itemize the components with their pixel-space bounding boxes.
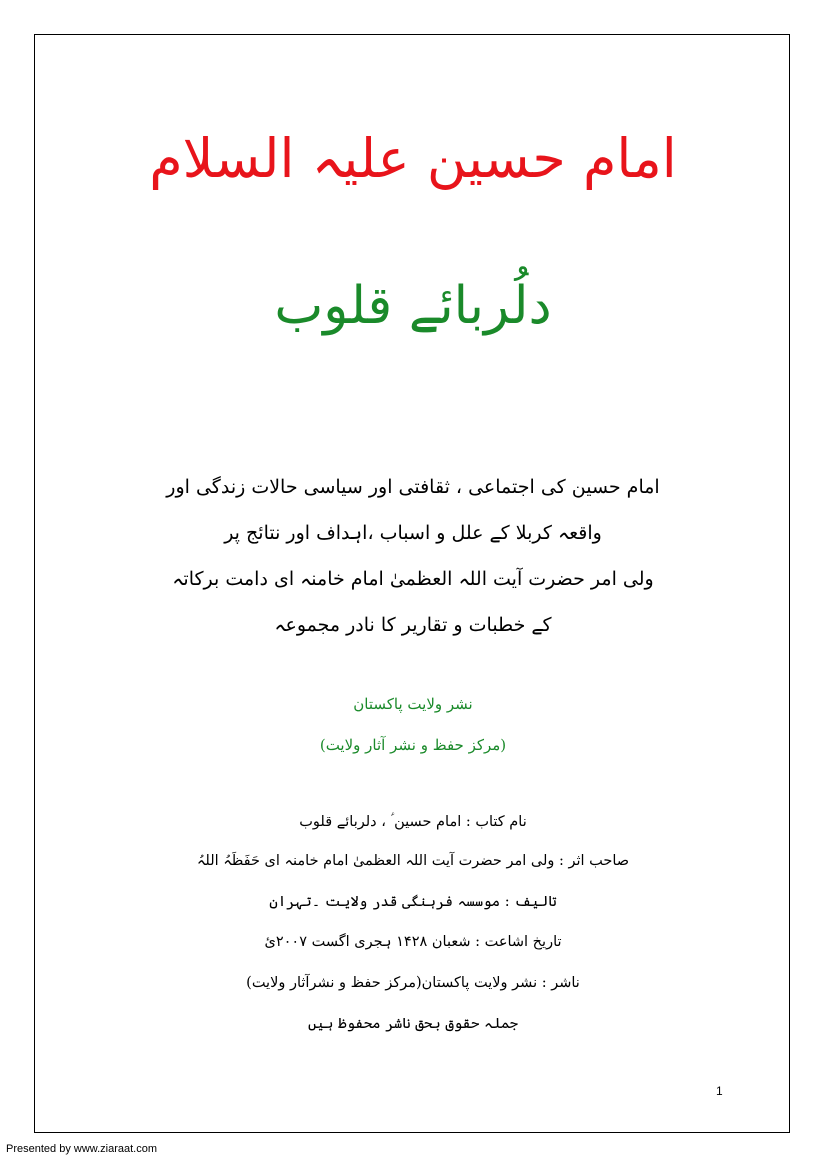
colophon-book-name: نام کتاب : امام حسین ؑ ، دلربائے قلوب	[299, 814, 527, 830]
colophon-publisher: ناشر : نشر ولایت پاکستان(مرکز حفظ و نشرآثار ولایت)	[246, 975, 580, 991]
description-line-3: ولی امر حضرت آیت اللہ العظمیٰ امام خامنہ ای دامت برکاتہ	[172, 568, 654, 590]
description-line-4: کے خطبات و تقاریر کا نادر مجموعہ	[274, 614, 552, 636]
colophon-rights: جملہ حقوق بحق ناشر محفوظ ہیں	[308, 1016, 518, 1032]
page-number: 1	[716, 1084, 723, 1098]
colophon-publish-date: تاریخ اشاعت : شعبان ۱۴۲۸ ہجری اگست ۲۰۰۷ئ	[264, 934, 562, 950]
publisher-subname: (مرکز حفظ و نشر آثار ولایت)	[319, 736, 507, 754]
book-title: امام حسین علیہ السلام	[149, 127, 677, 190]
description-line-2: واقعہ کربلا کے علل و اسباب ،اہداف اور نتائج پر	[224, 522, 602, 544]
colophon-author: صاحب اثر : ولی امر حضرت آیت اللہ العظمیٰ امام خامنہ ای حَفَظَہُ اللہُ	[196, 853, 630, 869]
colophon-compiler: تالیف : موسسہ فرہنگی قدر ولایت ۔تہران	[269, 894, 557, 910]
book-subtitle: دلُربائے قلوب	[274, 276, 552, 336]
footer-credit: Presented by www.ziaraat.com	[6, 1143, 158, 1155]
description-line-1: امام حسین کی اجتماعی ، ثقافتی اور سیاسی حالات زندگی اور	[166, 476, 660, 498]
publisher-name: نشر ولایت پاکستان	[353, 695, 473, 713]
